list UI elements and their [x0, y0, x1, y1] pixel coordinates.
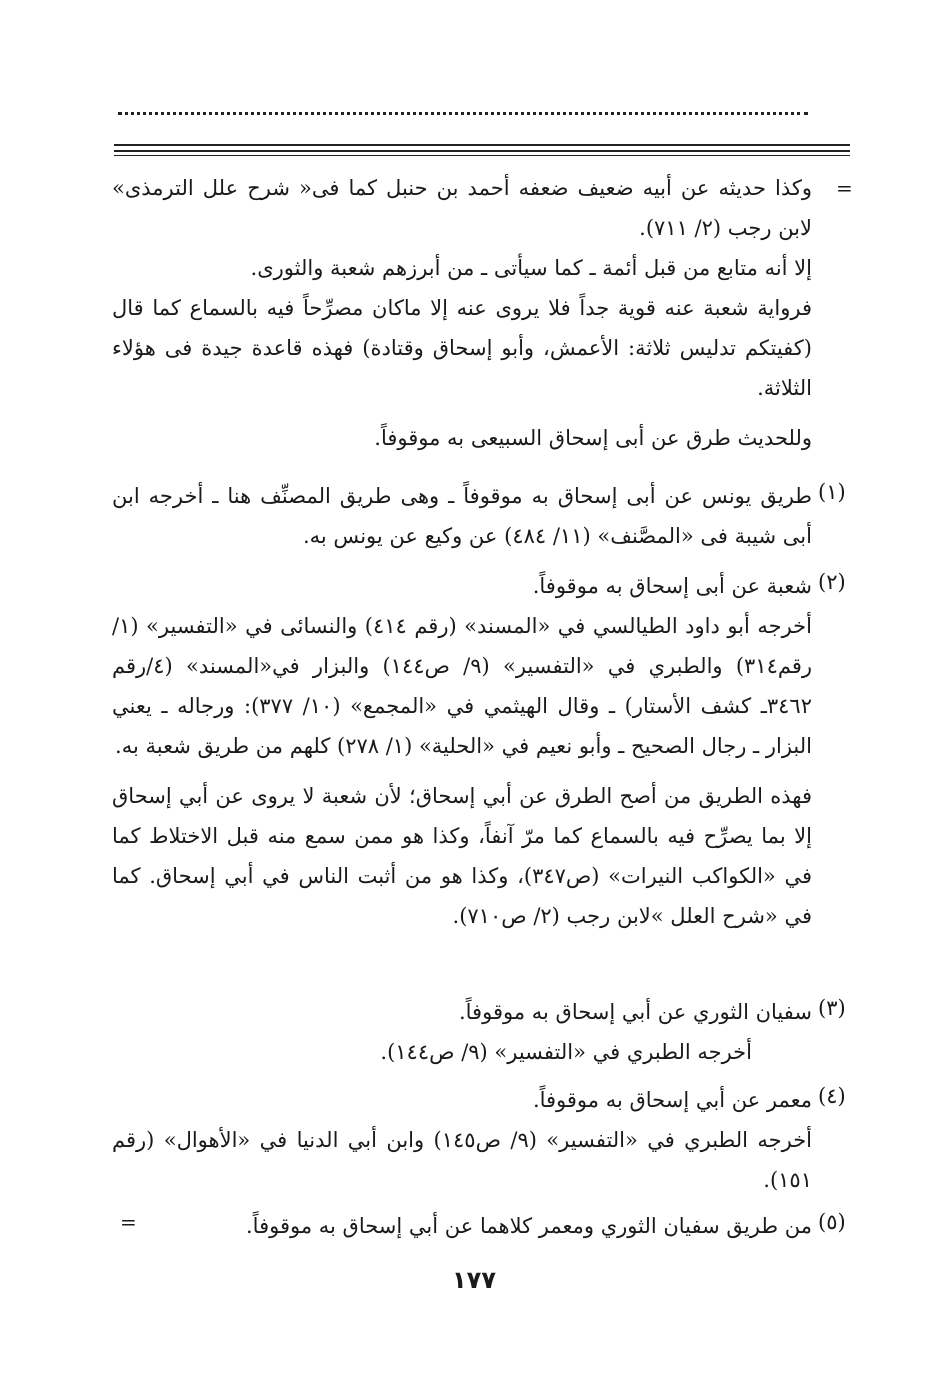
- list-item: [112, 1206, 812, 1246]
- item-detail: فهذه الطريق من أصح الطرق عن أبي إسحاق؛ لأن شعبة لا يروى عن أبي إسحاق إلا بما يصرِّح فيه بالسماع كما مرّ آنفاً، وكذا هو ممن سمع منه قبل الاختلاط كما في «الكواكب النيرات» (ص٣٤٧)، وكذا هو من أثبت الناس في أبي إسحاق. كما في «شرح العلل »لابن رجب (٢/ ص٧١٠).: [112, 784, 813, 928]
- item-text: طريق يونس عن أبى إسحاق به موقوفاً ـ وهى طريق المصنِّف هنا ـ أخرجه ابن أبى شيبة فى «المصَّنف» (١١/ ٤٨٤) عن وكيع عن يونس به.: [112, 484, 812, 548]
- continuation-mark-top: =: [836, 176, 853, 200]
- continuation-mark-bottom: =: [120, 1210, 137, 1234]
- item-number: (١): [818, 480, 846, 504]
- item-text: معمر عن أبي إسحاق به موقوفاً.: [532, 1088, 812, 1112]
- footnote-body: [112, 168, 812, 458]
- paragraph: إلا أنه متابع من قبل أئمة ـ كما سيأتى ـ من أبرزهم شعبة والثورى.: [250, 256, 812, 280]
- item-number: (٢): [818, 570, 846, 594]
- header-rule: [114, 155, 850, 156]
- list-item: [112, 992, 812, 1072]
- paragraph: فرواية شعبة عنه قوية جداً فلا يروى عنه إلا ماكان مصرِّحاً فيه بالسماع كما قال (كفيتكم تدليس ثلاثة: الأعمش، وأبو إسحاق وقتادة) فهذه قاعدة جيدة فى هؤلاء الثلاثة.: [112, 296, 812, 400]
- header-rule: [114, 150, 850, 152]
- list-item: [112, 476, 812, 556]
- page-number: ١٧٧: [452, 1266, 496, 1294]
- item-detail: أخرجه أبو داود الطيالسي في «المسند» (رقم ٤١٤) والنسائى في «التفسير» (١/ رقم٣١٤) والطبري في «التفسير» (٩/ ص١٤٤) والبزار في«المسند» (٤/رقم ٣٤٦٢ـ كشف الأستار) ـ وقال الهيثمي في «المجمع» (١٠/ ٣٧٧): ورجاله ـ يعني البزار ـ رجال الصحيح ـ وأبو نعيم في «الحلية» (١/ ٢٧٨) كلهم من طريق شعبة به.: [112, 614, 813, 758]
- item-text: سفيان الثوري عن أبي إسحاق به موقوفاً.: [458, 1000, 812, 1024]
- header-rule: [114, 144, 850, 146]
- item-detail: أخرجه الطبري في «التفسير» (٩/ ص١٤٥) وابن أبي الدنيا في «الأهوال» (رقم ١٥١).: [112, 1128, 813, 1192]
- paragraph: وللحديث طرق عن أبى إسحاق السبيعى به موقوفاً.: [374, 426, 812, 450]
- item-number: (٥): [818, 1210, 846, 1234]
- list-item: [112, 566, 812, 936]
- dotted-header-line: [118, 112, 808, 125]
- item-number: (٤): [818, 1084, 846, 1108]
- item-number: (٣): [818, 996, 846, 1020]
- paragraph: وكذا حديثه عن أبيه ضعيف ضعفه أحمد بن حنبل كما فى« شرح علل الترمذى» لابن رجب (٢/ ٧١١).: [112, 176, 812, 240]
- item-text: من طريق سفيان الثوري ومعمر كلاهما عن أبي إسحاق به موقوفاً.: [246, 1214, 812, 1238]
- item-detail: أخرجه الطبري في «التفسير» (٩/ ص١٤٤).: [380, 1040, 752, 1064]
- list-item: [112, 1080, 812, 1200]
- item-text: شعبة عن أبى إسحاق به موقوفاً.: [532, 574, 812, 598]
